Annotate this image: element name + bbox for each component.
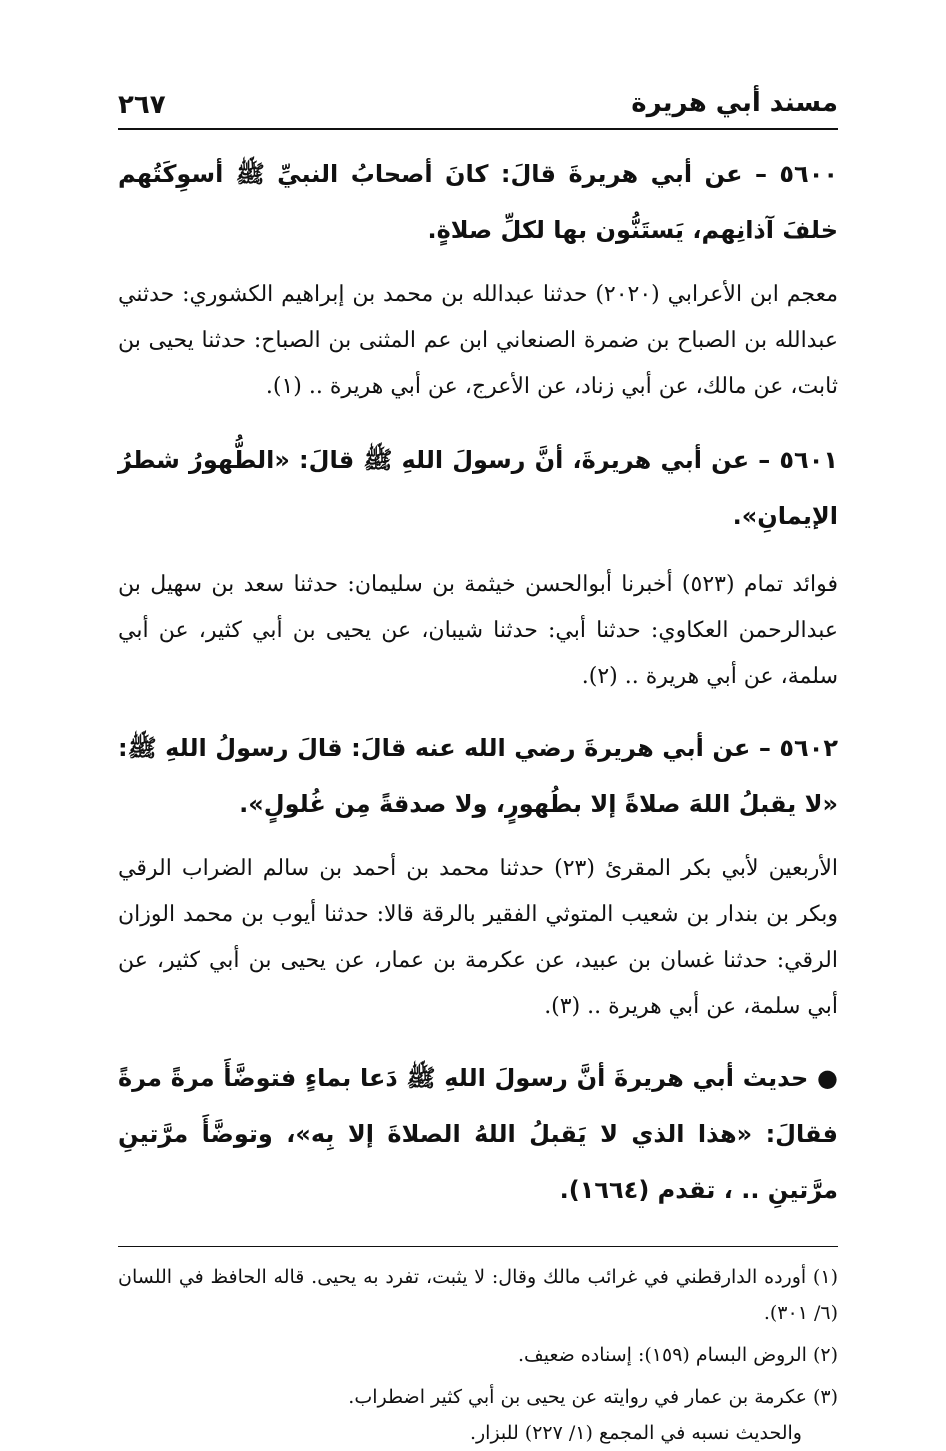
hadith-5601-text: ٥٦٠١ – عن أبي هريرةَ، أنَّ رسولَ اللهِ ﷺ قالَ: «الطُّهورُ شطرُ الإيمانِ». [118, 446, 838, 530]
footnote-2: (٢) الروض البسام (١٥٩): إسناده ضعيف. [518, 1344, 838, 1366]
book-page [118, 84, 838, 1451]
page-number: ٢٦٧ [118, 90, 166, 120]
footnote-3-continuation: والحديث نسبه في المجمع (١/ ٢٢٧) للبزار. [469, 1422, 802, 1444]
hadith-5602-text: ٥٦٠٢ – عن أبي هريرةَ رضي الله عنه قالَ: قالَ رسولُ اللهِ ﷺ: «لا يقبلُ اللهَ صلاةً إلا بطُهورٍ، ولا صدقةً مِن غُلولٍ». [118, 734, 838, 818]
footnote-1: (١) أورده الدارقطني في غرائب مالك وقال: لا يثبت، تفرد به يحيى. قاله الحافظ في اللسان (٦/ ٣٠١). [118, 1266, 838, 1324]
isnad-5602-text: الأربعين لأبي بكر المقرئ (٢٣) حدثنا محمد بن أحمد بن سالم الضراب الرقي وبكر بن بندار بن شعيب المتوثي الفقير بالرقة قالا: حدثنا أيوب بن محمد الوزان الرقي: حدثنا غسان بن عبيد، عن عكرمة بن عمار، عن يحيى بن أبي كثير، عن أبي سلمة، عن أبي هريرة .. (٣). [118, 856, 838, 1019]
isnad-5601-text: فوائد تمام (٥٢٣) أخبرنا أبوالحسن خيثمة بن سليمان: حدثنا سعد بن سهيل بن عبدالرحمن العكاوي: حدثنا أبي: حدثنا شيبان، عن يحيى بن أبي كثير، عن أبي سلمة، عن أبي هريرة .. (٢). [118, 572, 839, 689]
hadith-5600-text: ٥٦٠٠ – عن أبي هريرةَ قالَ: كانَ أصحابُ النبيِّ ﷺ أسوِكَتُهم خلفَ آذانِهم، يَستَنُّون بها لكلِّ صلاةٍ. [118, 160, 838, 244]
running-title: مسند أبي هريرة [631, 88, 838, 118]
footnote-3: (٣) عكرمة بن عمار في روايته عن يحيى بن أبي كثير اضطراب. [348, 1386, 838, 1408]
footnotes [118, 1259, 838, 1451]
hadith-cross-reference-text: ● حديث أبي هريرةَ أنَّ رسولَ اللهِ ﷺ دَعا بماءٍ فتوضَّأَ مرةً مرةً فقالَ: «هذا الذي لا يَقبلُ اللهُ الصلاةَ إلا بِه»، وتوضَّأَ مرَّتينِ مرَّتينِ .. ، تقدم (١٦٦٤). [118, 1064, 838, 1204]
running-header [118, 84, 838, 130]
footnote-divider [118, 1246, 838, 1247]
isnad-5600-text: معجم ابن الأعرابي (٢٠٢٠) حدثنا عبدالله بن محمد بن إبراهيم الكشوري: حدثني عبدالله بن الصباح بن ضمرة الصنعاني ابن عم المثنى بن الصباح: حدثنا يحيى بن ثابت، عن مالك، عن أبي زناد، عن الأعرج، عن أبي هريرة .. (١). [118, 282, 838, 399]
